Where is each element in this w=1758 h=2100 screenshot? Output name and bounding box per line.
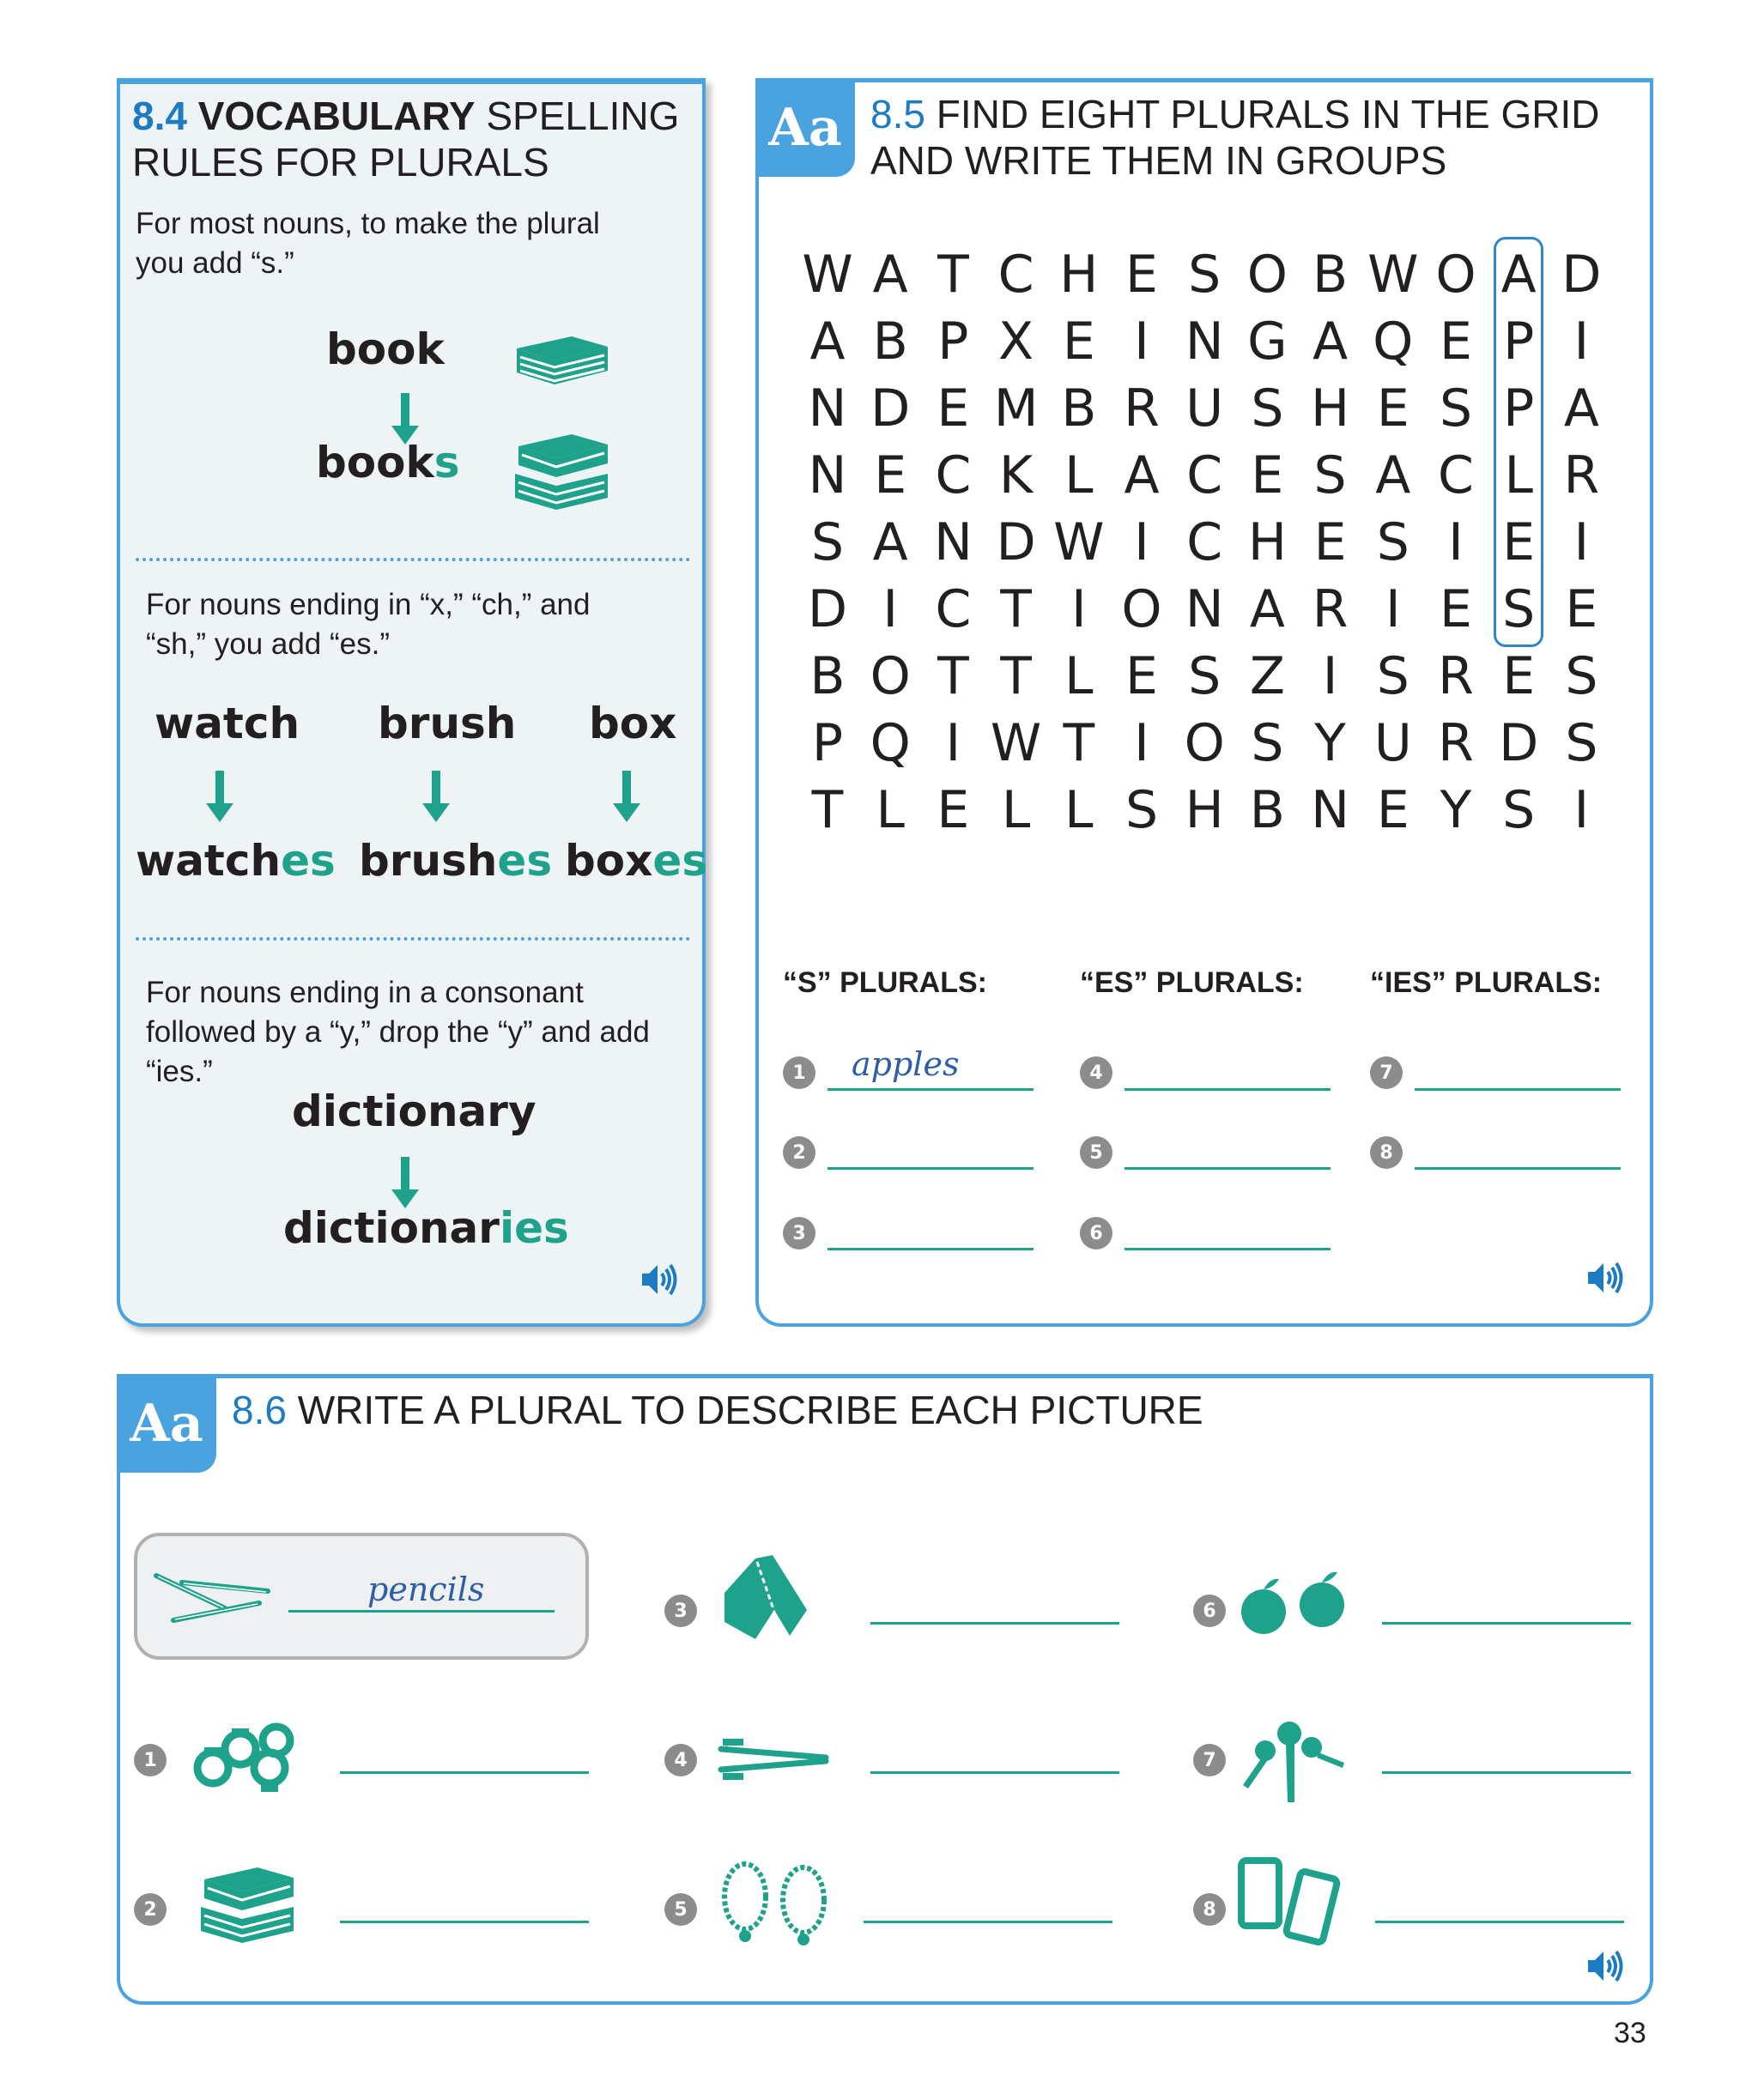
item-answer-line-4[interactable] [870,1771,1119,1774]
item-answer-line-5[interactable] [864,1921,1112,1923]
grid-letter[interactable]: S [1251,713,1284,773]
grid-letter[interactable]: U [1185,378,1224,439]
plural-stem: book [316,438,434,487]
book-icon [512,323,613,391]
pencils-icon [148,1565,276,1627]
grid-letter[interactable]: G [1247,312,1288,372]
grid-letter[interactable]: S [810,512,845,572]
grid-letter[interactable]: D [807,579,848,639]
grid-letter[interactable]: B [1312,245,1349,305]
answer-line-3[interactable] [827,1248,1034,1250]
grid-letter[interactable]: S [1502,780,1536,840]
grid-letter[interactable]: A [1375,445,1411,505]
grid-letter[interactable]: Q [1373,312,1414,372]
divider [136,937,690,941]
section-title-bold: VOCABULARY [197,94,476,138]
grid-letter[interactable]: B [809,646,846,706]
plural-stem: watch [136,836,282,886]
rule-2-text: For nouns ending in “x,” “ch,” and “sh,” you add “es.” [146,588,591,661]
grid-letter[interactable]: D [1561,245,1602,305]
grid-letter[interactable]: E [937,780,970,840]
page-number: 33 [1614,2017,1646,2049]
grid-letter[interactable]: O [870,646,911,706]
grid-letter[interactable]: R [1438,713,1474,773]
item-number: 2 [134,1893,167,1926]
grid-letter[interactable]: T [1063,713,1095,773]
rule-1-plural [316,438,460,487]
grid-letter[interactable]: B [1061,378,1097,439]
answer-line-1[interactable] [827,1088,1034,1091]
grid-letter[interactable]: D [870,378,911,439]
answer-line-8[interactable] [1415,1167,1621,1170]
plural-suffix: es [652,836,708,886]
grid-letter[interactable]: A [872,245,908,305]
grid-letter[interactable]: T [811,780,844,840]
grid-letter[interactable]: B [1249,780,1285,840]
grid-letter[interactable]: Y [1314,713,1346,773]
toothbrushes-icon [718,1732,833,1783]
ies-plurals-header: “IES” PLURALS: [1370,966,1603,999]
grid-letter[interactable]: O [1184,713,1225,773]
rule-2-plural-watches [136,836,336,886]
section-number: 8.6 [232,1388,287,1432]
answer-number: 4 [1080,1056,1112,1089]
rule-2-word-watch: watch [155,699,300,748]
grid-letter[interactable]: H [1247,512,1287,572]
answer-number: 3 [783,1217,815,1250]
grid-letter[interactable]: E [1502,646,1536,706]
grid-letter[interactable]: B [872,312,908,372]
answer-number: 2 [783,1136,815,1169]
item-number: 8 [1193,1893,1226,1926]
grid-letter[interactable]: C [1438,445,1474,505]
es-plurals-header: “ES” PLURALS: [1080,966,1304,999]
example-answer: pencils [367,1570,485,1608]
grid-letter[interactable]: C [935,579,972,639]
plural-suffix: es [281,836,336,886]
grid-letter[interactable]: E [937,378,970,439]
grid-letter[interactable]: O [1121,579,1162,639]
arrow-down-icon [419,771,453,824]
section-85-heading [870,91,1626,184]
grid-letter[interactable]: R [1312,579,1349,639]
grid-letter[interactable]: S [1125,780,1159,840]
rule-2-word-box: box [589,699,677,748]
item-number: 5 [664,1893,697,1926]
grid-letter[interactable]: I [1573,512,1590,572]
answer-line-6[interactable] [1125,1248,1331,1250]
grid-letter[interactable]: T [937,245,969,305]
grid-letter[interactable]: P [811,713,844,773]
grid-letter[interactable]: I [882,579,899,639]
grid-letter[interactable]: I [945,713,961,773]
grid-letter[interactable]: U [1373,713,1412,773]
grid-letter[interactable]: P [1503,312,1535,372]
grid-letter[interactable]: H [1059,245,1099,305]
grid-letter[interactable]: S [1313,445,1347,505]
rule-1-word: book [326,324,445,374]
grid-letter[interactable]: S [1502,579,1536,639]
word-search-panel [755,78,1653,1327]
section-86-heading [232,1387,1434,1433]
grid-letter[interactable]: I [1322,646,1338,706]
section-title-rest: SPELLING [486,94,680,138]
grid-letter[interactable]: A [1249,579,1285,639]
grid-letter[interactable]: N [808,445,847,505]
grid-letter[interactable]: H [1185,780,1224,840]
apples-icon [1236,1569,1348,1637]
item-answer-line-2[interactable] [340,1921,589,1923]
grid-letter[interactable]: K [998,445,1034,505]
arrow-down-icon [388,1157,422,1210]
grid-letter[interactable]: I [1134,713,1149,773]
section-number: 8.4 [132,94,187,138]
answer-number: 8 [1370,1136,1403,1169]
grid-letter[interactable]: I [1385,579,1401,639]
grid-letter[interactable]: N [933,512,973,572]
speaker-icon[interactable] [1585,1258,1624,1298]
grid-letter[interactable]: P [937,312,969,372]
grid-letter[interactable]: E [1440,312,1472,372]
grid-letter[interactable]: S [1188,646,1222,706]
speaker-icon[interactable] [1585,1946,1624,1986]
section-title-line2: AND WRITE THEM IN GROUPS [870,138,1447,183]
grid-letter[interactable]: E [1125,646,1158,706]
grid-letter[interactable]: S [1376,646,1409,706]
grid-letter[interactable]: D [1499,713,1539,773]
grid-letter[interactable]: L [1001,780,1031,840]
answer-number: 6 [1080,1217,1112,1250]
aa-badge: Aa [117,1374,216,1473]
answer-line-5[interactable] [1125,1167,1331,1170]
plural-stem: box [565,836,653,886]
rule-2-plural-boxes [565,836,707,886]
item-answer-line-6[interactable] [1382,1622,1631,1625]
grid-letter[interactable]: E [1125,245,1158,305]
grid-letter[interactable]: N [1185,579,1224,639]
grid-letter[interactable]: S [1439,378,1473,439]
grid-letter[interactable]: E [1502,512,1536,572]
rule-3-word: dictionary [292,1086,536,1136]
aa-badge: Aa [755,78,855,177]
section-title-line1: FIND EIGHT PLURALS IN THE GRID [936,92,1600,136]
item-answer-line-3[interactable] [870,1622,1119,1625]
grid-letter[interactable]: C [935,445,972,505]
grid-letter[interactable]: E [1376,780,1409,840]
answer-value-1: apples [852,1045,960,1083]
grid-letter[interactable]: C [1186,512,1223,572]
grid-letter[interactable]: W [1053,512,1105,572]
item-number: 3 [664,1595,697,1627]
grid-letter[interactable]: A [1563,378,1599,439]
picture-plurals-panel [117,1374,1653,2005]
grid-letter[interactable]: A [1124,445,1160,505]
grid-letter[interactable]: S [1565,646,1598,706]
item-answer-line-7[interactable] [1382,1771,1631,1774]
section-title: WRITE A PLURAL TO DESCRIBE EACH PICTURE [297,1388,1203,1432]
section-number: 8.5 [870,92,925,136]
grid-letter[interactable]: W [990,713,1042,773]
item-number: 6 [1193,1595,1226,1627]
section-title-line2: RULES FOR PLURALS [132,140,549,185]
grid-letter[interactable]: H [1311,378,1350,439]
s-plurals-header: “S” PLURALS: [783,966,987,999]
grid-letter[interactable]: E [1440,579,1472,639]
grid-letter[interactable]: W [1367,245,1419,305]
grid-letter[interactable]: N [1185,312,1224,372]
plural-suffix: ies [499,1203,569,1253]
grid-letter[interactable]: S [1565,713,1598,773]
plural-suffix: s [433,438,460,487]
answer-line-7[interactable] [1415,1088,1621,1091]
grid-letter[interactable]: L [1064,780,1094,840]
rule-3-text: For nouns ending in a consonant followed by a “y,” drop the “y” and add “ies.” [146,976,650,1088]
grid-letter[interactable]: I [1448,512,1464,572]
grid-letter[interactable]: S [1188,245,1222,305]
grid-letter[interactable]: A [1312,312,1349,372]
books-icon [197,1859,299,1945]
grid-letter[interactable]: D [996,512,1036,572]
grid-letter[interactable]: T [1000,646,1032,706]
vocabulary-panel [117,78,706,1327]
answer-number: 1 [783,1056,815,1089]
grid-letter[interactable]: X [998,312,1034,372]
grid-letter[interactable]: C [997,245,1034,305]
grid-letter[interactable]: W [802,245,853,305]
rule-1-text: For most nouns, to make the plural you add “s.” [136,207,600,280]
plural-stem: dictionar [283,1203,500,1253]
answer-number: 7 [1370,1056,1403,1089]
sandwiches-icon [721,1550,815,1644]
phones-icon [1233,1852,1344,1955]
plural-stem: brush [359,836,498,886]
grid-letter[interactable]: E [1313,512,1347,572]
item-number: 4 [664,1744,697,1776]
grid-letter[interactable]: A [1500,245,1537,305]
grid-letter[interactable]: Y [1440,780,1472,840]
grid-letter[interactable]: I [1070,579,1087,639]
divider [136,558,690,561]
grid-letter[interactable]: T [937,646,969,706]
grid-letter[interactable]: R [1124,378,1160,439]
section-84-heading [132,93,682,185]
books-icon [512,426,613,511]
example-answer-line [288,1610,555,1613]
grid-letter[interactable]: A [872,512,908,572]
grid-letter[interactable]: M [993,378,1039,439]
grid-letter[interactable]: I [1134,312,1149,372]
answer-line-2[interactable] [827,1167,1034,1170]
arrow-down-icon [609,771,644,824]
grid-letter[interactable]: I [1573,780,1590,840]
item-number: 7 [1193,1744,1226,1776]
grid-letter[interactable]: E [1251,445,1284,505]
grid-letter[interactable]: S [1251,378,1284,439]
grid-letter[interactable]: I [1134,512,1149,572]
grid-letter[interactable]: L [1064,445,1094,505]
grid-letter[interactable]: R [1438,646,1474,706]
grid-letter[interactable]: L [1504,445,1533,505]
grid-letter[interactable]: O [1246,245,1288,305]
grid-letter[interactable]: N [1311,780,1350,840]
grid-letter[interactable]: L [1064,646,1094,706]
example-box [134,1533,589,1660]
rule-2-word-brush: brush [378,699,517,748]
arrow-down-icon [203,771,237,824]
grid-letter[interactable]: E [1062,312,1095,372]
grid-letter[interactable]: N [808,378,847,439]
grid-letter[interactable]: E [1565,579,1598,639]
grid-letter[interactable]: Q [870,713,911,773]
grid-letter[interactable]: T [1000,579,1032,639]
grid-letter[interactable]: P [1503,378,1535,439]
watches-icon [187,1715,302,1800]
grid-letter[interactable]: A [809,312,846,372]
item-answer-line-1[interactable] [340,1771,589,1774]
necklaces-icon [714,1854,834,1957]
rule-2-plural-brushes [359,836,552,886]
grid-letter[interactable]: E [874,445,907,505]
grid-letter[interactable]: C [1186,445,1223,505]
grid-letter[interactable]: I [1573,312,1590,372]
plural-suffix: es [497,836,553,886]
answer-line-4[interactable] [1125,1088,1331,1091]
keys-icon [1236,1708,1348,1811]
grid-letter[interactable]: S [1376,512,1409,572]
grid-letter[interactable]: O [1435,245,1476,305]
grid-letter[interactable]: L [876,780,905,840]
speaker-icon[interactable] [639,1260,678,1299]
rule-3-plural [283,1203,569,1253]
grid-letter[interactable]: E [1376,378,1409,439]
answer-number: 5 [1080,1136,1112,1169]
item-number: 1 [134,1744,167,1776]
grid-letter[interactable]: Z [1249,646,1285,706]
grid-letter[interactable]: R [1563,445,1600,505]
item-answer-line-8[interactable] [1375,1921,1624,1923]
